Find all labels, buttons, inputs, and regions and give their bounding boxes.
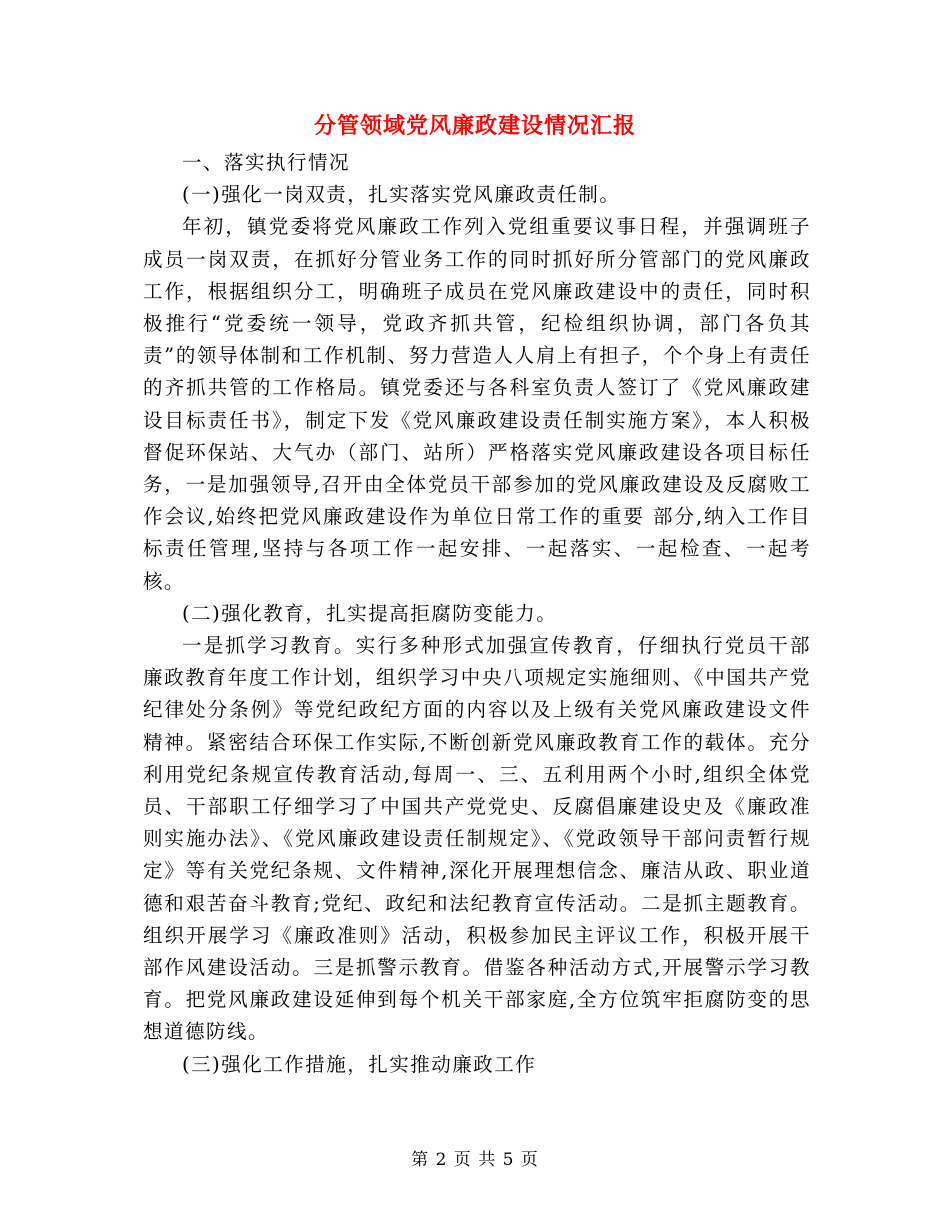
section-heading: 一、落实执行情况 (182, 151, 351, 174)
page-footer: 第 2 页 共 5 页 (411, 1150, 539, 1170)
subsection-heading: (三)强化工作措施，扎实推动廉政工作 (182, 1052, 537, 1076)
document-title: 分管领域党风廉政建设情况汇报 (313, 113, 636, 139)
subsection-heading: (二)强化教育，扎实提高拒腐防变能力。 (182, 601, 558, 625)
subsection-heading: (一)强化一岗双责，扎实落实党风廉政责任制。 (182, 183, 621, 207)
document-body (143, 147, 811, 1081)
body-paragraph: 一是抓学习教育。实行多种形式加强宣传教育，仔细执行党员干部廉政教育年度工作计划，组织学习中央八项规定实施细则、《中国共产党纪律处分条例》等党纪政纪方面的内容以及上级有关党风廉政建设文件精神。紧密结合环保工作实际,不断创新党风廉政教育工作的载体。充分利用党纪条规宣传教育活动,每周一、三、五利用两个小时,组织全体党员、干部职工仔细学习了中国共产党党史、反腐倡廉建设史及《廉政准则实施办法》、《党风廉政建设责任制规定》、《党政领导干部问责暂行规定》等有关党纪条规、文件精神,深化开展理想信念、廉洁从政、职业道德和艰苦奋斗教育;党纪、政纪和法纪教育宣传活动。二是抓主题教育。组织开展学习《廉政准则》活动，积极参加民主评议工作，积极开展干部作风建设活动。三是抓警示教育。借鉴各种活动方式,开展警示学习教育。把党风廉政建设延伸到每个机关干部家庭,全方位筑牢拒腐防变的思想道德防线。 (143, 634, 811, 1044)
body-paragraph: 年初，镇党委将党风廉政工作列入党组重要议事日程，并强调班子成员一岗双责，在抓好分管业务工作的同时抓好所分管部门的党风廉政工作，根据组织分工，明确班子成员在党风廉政建设中的责任，同时积极推行“党委统一领导，党政齐抓共管，纪检组织协调，部门各负其责”的领导体制和工作机制、努力营造人人肩上有担子，个个身上有责任的齐抓共管的工作格局。镇党委还与各科室负责人签订了《党风廉政建设目标责任书》，制定下发《党风廉政建设责任制实施方案》，本人积极督促环保站、大气办（部门、站所）严格落实党风廉政建设各项目标任务，一是加强领导,召开由全体党员干部参加的党风廉政建设及反腐败工作会议,始终把党风廉政建设作为单位日常工作的重要 部分,纳入工作目标责任管理,坚持与各项工作一起安排、一起落实、一起检查、一起考核。 (143, 215, 811, 593)
